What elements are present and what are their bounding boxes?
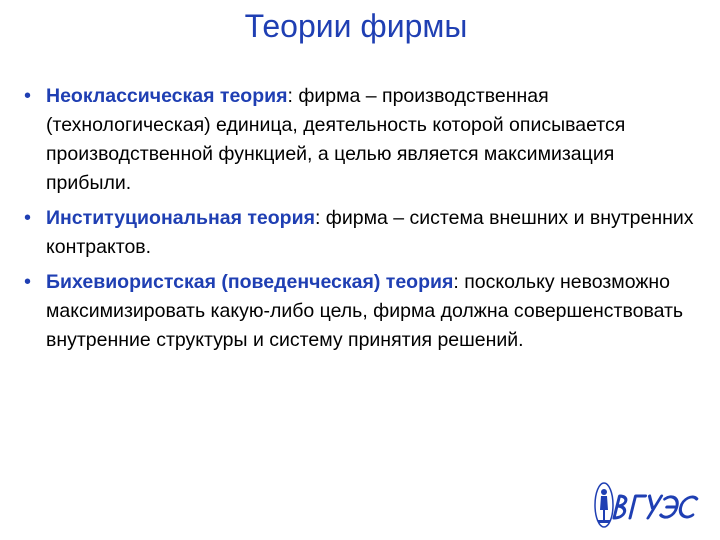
bullet-list [24,82,704,361]
theory-term: Бихевиористская (поведенческая) теория [46,271,454,293]
bullet-icon: • [24,85,32,107]
bullet-icon: • [24,271,32,293]
university-logo [592,480,702,530]
theory-description: : фирма – производственная (технологическая) единица, деятельность которой описывается производственной функцией, а целью является максимизация прибыли. [46,85,626,194]
bullet-icon: • [24,207,32,229]
bullet-item-institutional [24,204,704,262]
university-emblem-icon [592,480,702,530]
theory-term: Неоклассическая теория [46,85,288,107]
theory-description: : фирма – система внешних и внутренних контрактов. [46,207,694,258]
slide-title: Теории фирмы [244,8,468,44]
bullet-item-neoclassical [24,82,704,198]
theory-description: : поскольку невозможно максимизировать какую-либо цель, фирма должна совершенствовать внутренние структуры и систему принятия решений. [46,271,684,351]
bullet-item-behavioral [24,268,704,355]
theory-term: Институциональная теория [46,207,315,229]
